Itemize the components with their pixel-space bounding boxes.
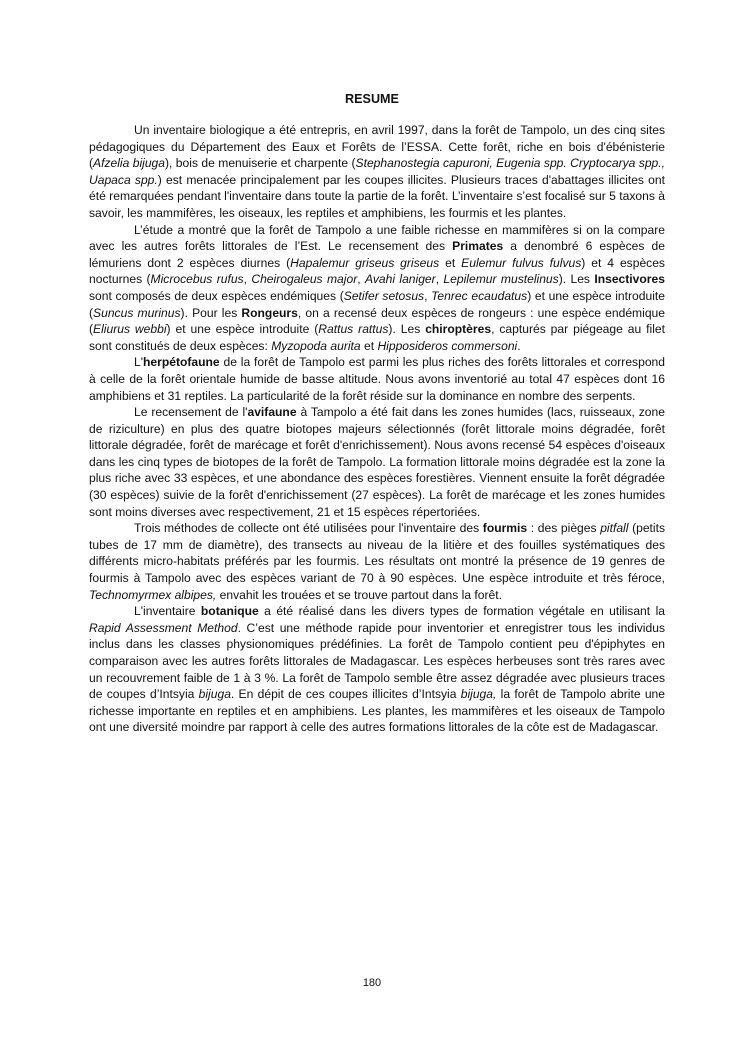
text-run: de la forêt de Tampolo est parmi les plus riches des forêts littorales et correspond à celle de la forêt orientale humide de basse altitude. Nous avons inventorié au total 47 espèces dont 16 amphibiens et 31 reptiles. La particularité de la forêt réside sur la dominance en nombre des serpents. (89, 355, 665, 403)
text-run: ). Pour les (180, 305, 242, 320)
italic-term: Tenrec ecaudatus (431, 288, 528, 303)
text-run: , (243, 272, 252, 287)
text-run: Un inventaire biologique a été entrepris, en avril 1997, dans la forêt de Tampolo, un des cinq sites pédagogiques du Département des Eaux et Forêts de l’ESSA. Cette forêt, riche en bois d'ébénisterie ( (89, 123, 665, 171)
italic-term: Afzelia bijuga (93, 156, 166, 171)
text-run: . C’est une méthode rapide pour inventorier et enregistrer tous les individus inclus dans les classes physionomiques prédéfinies. La forêt de Tampolo contient peu d'épiphytes en comparaison avec les autres forêts littorales de Madagascar. Les espèces herbeuses sont très rares avec un recouvrement faible de 1 à 3 %. La forêt de Tampolo semble être assez dégradée avec plusieurs traces de coupes d’Intsyia (89, 620, 665, 702)
text-run: Le recensement de l' (134, 405, 248, 420)
text-run: ). Les (388, 322, 426, 337)
paragraph (89, 603, 665, 736)
page-title: RESUME (345, 92, 399, 106)
text-run: ), bois de menuiserie et charpente ( (165, 156, 356, 171)
text-run: ) est menacée principalement par les coupes illicites. Plusieurs traces d'abattages illicites ont été remarquées pendant l'inventaire dans toute la partie de la forêt. L’inventaire s’est focalisé sur 5 taxons à savoir, les mammifères, les oiseaux, les reptiles et amphibiens, les fourmis et les plantes. (89, 172, 665, 220)
text-run: L'inventaire (134, 604, 201, 619)
italic-term: Cheirogaleus major (251, 272, 358, 287)
text-run: la forêt de Tampolo abrite une richesse importante en reptiles et en amphibiens. Les plantes, les mammifères et les oiseaux de Tampolo ont une diversité moindre par rapport à celle des autres formations littorales de la côte est de Madagascar. (89, 687, 665, 735)
paragraph (89, 404, 665, 520)
paragraph (89, 222, 665, 355)
text-run: L' (134, 355, 144, 370)
bold-term: herpétofaune (143, 355, 220, 370)
text-run: ) et une espèce introduite ( (89, 288, 665, 320)
page-number: 180 (362, 977, 382, 989)
text-run: a denombré 6 espèces de lémuriens dont 2 espèces diurnes ( (89, 239, 665, 270)
text-run: (petits tubes de 17 mm de diamètre), des transects au niveau de la litière et des fouilles systématiques des différents micro-habitats préférés par les fourmis. Les résultats ont montré la présence de 19 genres de fourmis à Tampolo avec des espèces variant de 70 à 90 espèces. Une espèce introduite et très féroce, (89, 521, 666, 586)
bold-term: Insectivores (594, 272, 665, 287)
italic-term: Eulemur fulvus fulvus (461, 255, 582, 270)
bold-term: chiroptères (425, 322, 492, 337)
text-run: sont composés de deux espèces endémiques ( (89, 288, 344, 303)
italic-term: Suncus murinus (93, 305, 181, 320)
text-run: . En dépit de ces coupes illicites d’Intsyia (230, 687, 461, 702)
bold-term: botanique (200, 604, 259, 619)
italic-term: Myzopoda aurita (271, 338, 361, 353)
text-run: : des pièges (527, 521, 601, 536)
bold-term: Primates (452, 239, 504, 254)
text-run: , capturés par piégeage au filet sont constitués de deux espèces: (89, 322, 665, 353)
italic-term: Avahi laniger (364, 272, 436, 287)
text-run: envahit les trouées et se trouve partout dans la forêt. (216, 587, 502, 602)
italic-term: Stephanostegia capuroni, Eugenia spp. Cryptocarya spp., Uapaca spp. (89, 156, 665, 187)
text-run: , on a recensé deux espèces de rongeurs : une espèce endémique ( (89, 305, 665, 337)
italic-term: Setifer setosus (343, 288, 425, 303)
text-run: à Tampolo a été fait dans les zones humides (lacs, ruisseaux, zone de riziculture) en plus des quatre biotopes majeurs sélectionnés (forêt littorale moins dégradée, forêt littorale dégradée, forêt de marécage et forêt d'enrichissement). Nous avons recensé 54 espèces d'oiseaux dans les cinq types de biotopes de la forêt de Tampolo. La formation littorale moins dégradée est la zone la plus riche avec 33 espèces, et une abondance des espèces forestières. Viennent ensuite la forêt dégradée (30 espèces) suivie de la forêt d'enrichissement (27 espèces). La forêt de marécage et les zones humides sont moins diverses avec respectivement, 21 et 15 espèces répertoriées. (89, 405, 665, 519)
paragraph (89, 520, 665, 603)
text-run: , (435, 272, 444, 287)
italic-term: pitfall (600, 521, 629, 536)
italic-term: Hipposideros commersoni (377, 338, 518, 353)
italic-term: bijuga, (460, 687, 497, 702)
bold-term: avifaune (247, 405, 297, 420)
italic-term: Lepilemur mustelinus (443, 272, 559, 287)
text-run: et (360, 338, 378, 353)
italic-term: bijuga (198, 687, 231, 702)
italic-term: Hapalemur griseus griseus (290, 255, 440, 270)
italic-term: Technomyrmex albipes, (89, 587, 217, 602)
body-text (89, 122, 665, 736)
text-run: a été réalisé dans les divers types de formation végétale en utilisant la (258, 604, 665, 619)
text-run: Trois méthodes de collecte ont été utilisées pour l'inventaire des (134, 521, 483, 536)
text-run: . (517, 338, 521, 353)
text-run: , (357, 272, 365, 287)
bold-term: fourmis (482, 521, 528, 536)
text-run: ). Les (558, 272, 595, 287)
text-run: et (439, 255, 462, 270)
italic-term: Eliurus webbi (93, 322, 167, 337)
paragraph (89, 354, 665, 404)
text-run: , (424, 288, 432, 303)
italic-term: Rattus rattus (318, 322, 389, 337)
text-run: ) et une espèce introduite ( (166, 322, 319, 337)
italic-term: Microcebus rufus (150, 272, 244, 287)
text-run: ) et 4 espèces nocturnes ( (89, 255, 665, 287)
italic-term: Rapid Assessment Method (89, 620, 238, 635)
text-run: L’étude a montré que la forêt de Tampolo a une faible richesse en mammifères si on la compare avec les autres forêts littorales de l’Est. Le recensement des (89, 222, 665, 254)
paragraph (89, 122, 665, 222)
bold-term: Rongeurs (241, 305, 298, 320)
